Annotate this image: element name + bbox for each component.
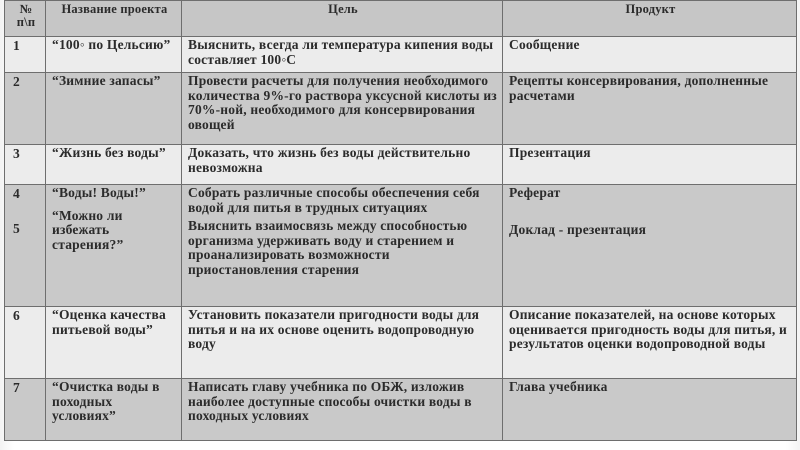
row-num-cell (5, 185, 46, 307)
project-product: Презентация (503, 145, 797, 185)
project-name-cell (46, 185, 182, 307)
table-row (5, 37, 797, 73)
table-row (5, 379, 797, 441)
table-row (5, 145, 797, 185)
project-goal: Выяснить взаимосвязь между способностью организма удерживать воду и старением и проанализировать возможности приостановления старения (188, 218, 468, 277)
project-goal: Провести расчеты для получения необходимого количества 9%-го раствора уксусной кислоты из 70%-ной, необходимого для консервирования овощей (182, 73, 503, 145)
cell-spacer (13, 202, 41, 222)
project-name: “Оценка качества питьевой воды” (46, 307, 182, 379)
header-goal: Цель (182, 1, 503, 37)
project-goal: Выяснить, всегда ли температура кипения воды составляет 100◦С (182, 37, 503, 73)
row-num: 2 (5, 73, 46, 145)
project-goal-cell (182, 185, 503, 307)
project-product: Доклад - презентация (509, 221, 647, 237)
table-row (5, 73, 797, 145)
project-goal: Установить показатели пригодности воды для питья и на их основе оценить водопроводную воду (182, 307, 503, 379)
project-goal: Собрать различные способы обеспечения себя водой для питья в трудных ситуациях (188, 185, 480, 215)
header-num: № п\п (5, 1, 46, 37)
project-product: Сообщение (503, 37, 797, 73)
project-name: “100◦ по Цельсию” (46, 37, 182, 73)
project-name: “Зимние запасы” (46, 73, 182, 145)
project-product: Реферат (509, 185, 561, 200)
cell-spacer (509, 201, 792, 223)
row-num: 6 (5, 307, 46, 379)
header-product: Продукт (503, 1, 797, 37)
row-num: 7 (5, 379, 46, 441)
header-project-name: Название проекта (46, 1, 182, 37)
row-num: 5 (13, 220, 20, 236)
project-name: “Воды! Воды!” (52, 185, 146, 200)
project-product: Глава учебника (503, 379, 797, 441)
row-num: 1 (5, 37, 46, 73)
project-goal: Доказать, что жизнь без воды действительно невозможна (182, 145, 503, 185)
project-product-cell (503, 185, 797, 307)
project-goal: Написать главу учебника по ОБЖ, изложив наиболее доступные способы очистки воды в походных условиях (182, 379, 503, 441)
project-name: “Жизнь без воды” (46, 145, 182, 185)
row-num: 4 (13, 186, 20, 201)
projects-table (4, 0, 797, 441)
table-row (5, 307, 797, 379)
project-name: “Можно ли избежать старения?” (52, 207, 124, 252)
table-row-merged (5, 185, 797, 307)
table-header-row (5, 1, 797, 37)
project-product: Рецепты консервирования, дополненные расчетами (503, 73, 797, 145)
row-num: 3 (5, 145, 46, 185)
project-name: “Очистка воды в походных условиях” (46, 379, 182, 441)
project-product: Описание показателей, на основе которых оценивается пригодность воды для питья, и результатов оценки водопроводной воды (503, 307, 797, 379)
